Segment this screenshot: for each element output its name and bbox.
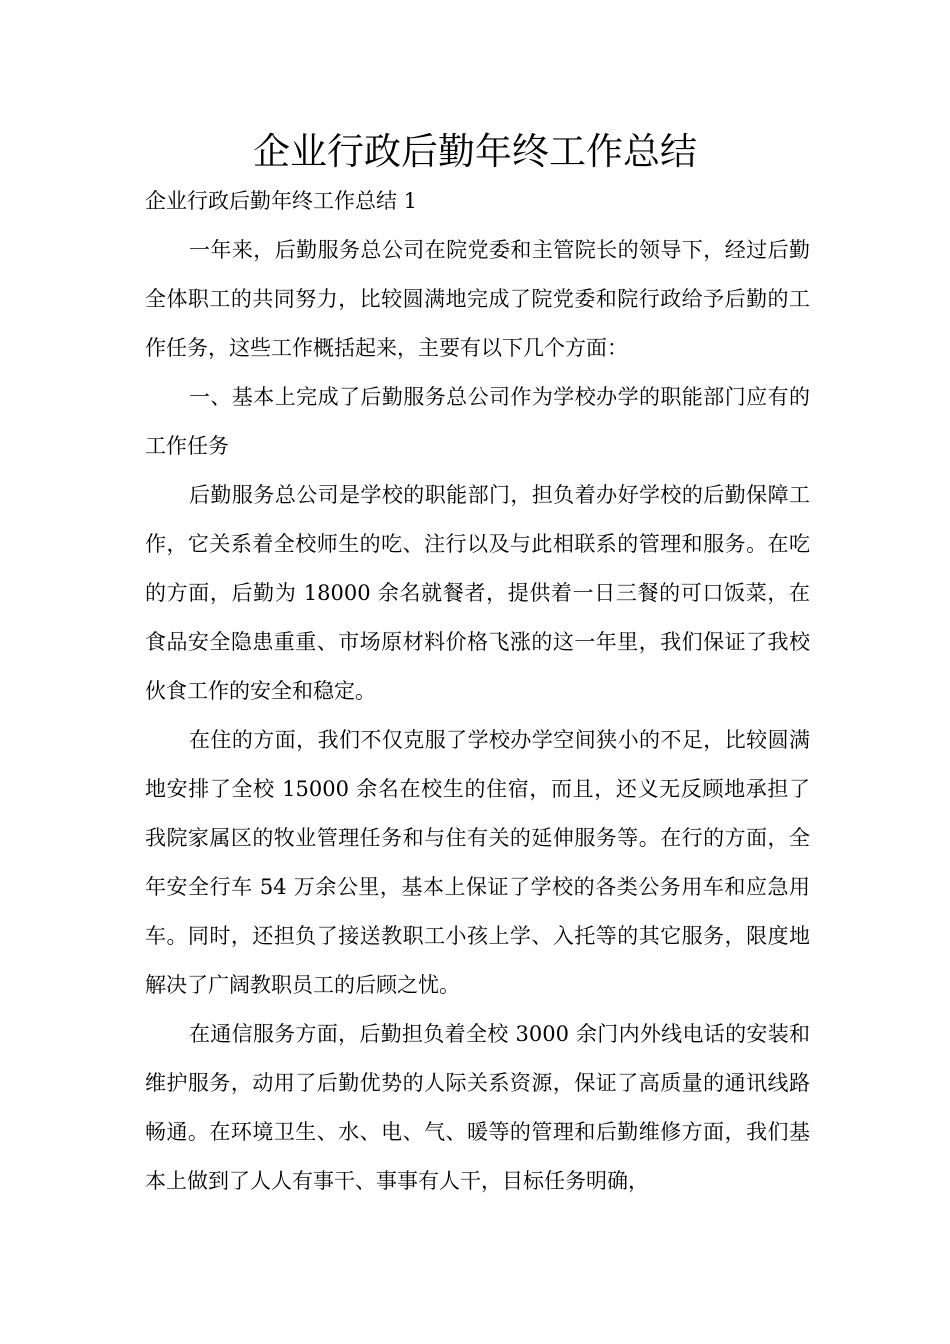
section-heading: 一、基本上完成了后勤服务总公司作为学校办学的职能部门应有的工作任务 [145, 385, 810, 458]
paragraph: 在住的方面，我们不仅克服了学校办学空间狭小的不足，比较圆满地安排了全校 15000 余名在校生的住宿，而且，还义无反顾地承担了我院家属区的牧业管理任务和与住有关的延伸服务等。在行的方面，全年安全行车 54 万余公里，基本上保证了学校的各类公务用车和应急用车。同时，还担负了接送教职工小孩上学、入托等的其它服务，限度地解决了广阔教职员工的后顾之忧。 [145, 728, 810, 997]
paragraph: 一年来，后勤服务总公司在院党委和主管院长的领导下，经过后勤全体职工的共同努力，比较圆满地完成了院党委和院行政给予后勤的工作任务，这些工作概括起来，主要有以下几个方面： [145, 238, 810, 360]
paragraph: 后勤服务总公司是学校的职能部门，担负着办好学校的后勤保障工作，它关系着全校师生的吃、注行以及与此相联系的管理和服务。在吃的方面，后勤为 18000 余名就餐者，提供着一日三餐的可口饭菜，在食品安全隐患重重、市场原材料价格飞涨的这一年里，我们保证了我校伙食工作的安全和稳定。 [145, 483, 810, 703]
document-subtitle: 企业行政后勤年终工作总结 1 [145, 189, 418, 213]
document-body [145, 177, 810, 1206]
paragraph: 在通信服务方面，后勤担负着全校 3000 余门内外线电话的安装和维护服务，动用了后勤优势的人际关系资源，保证了高质量的通讯线路畅通。在环境卫生、水、电、气、暖等的管理和后勤维修方面，我们基本上做到了人人有事干、事事有人干，目标任务明确， [145, 1022, 810, 1193]
document-title: 企业行政后勤年终工作总结 [253, 130, 697, 173]
